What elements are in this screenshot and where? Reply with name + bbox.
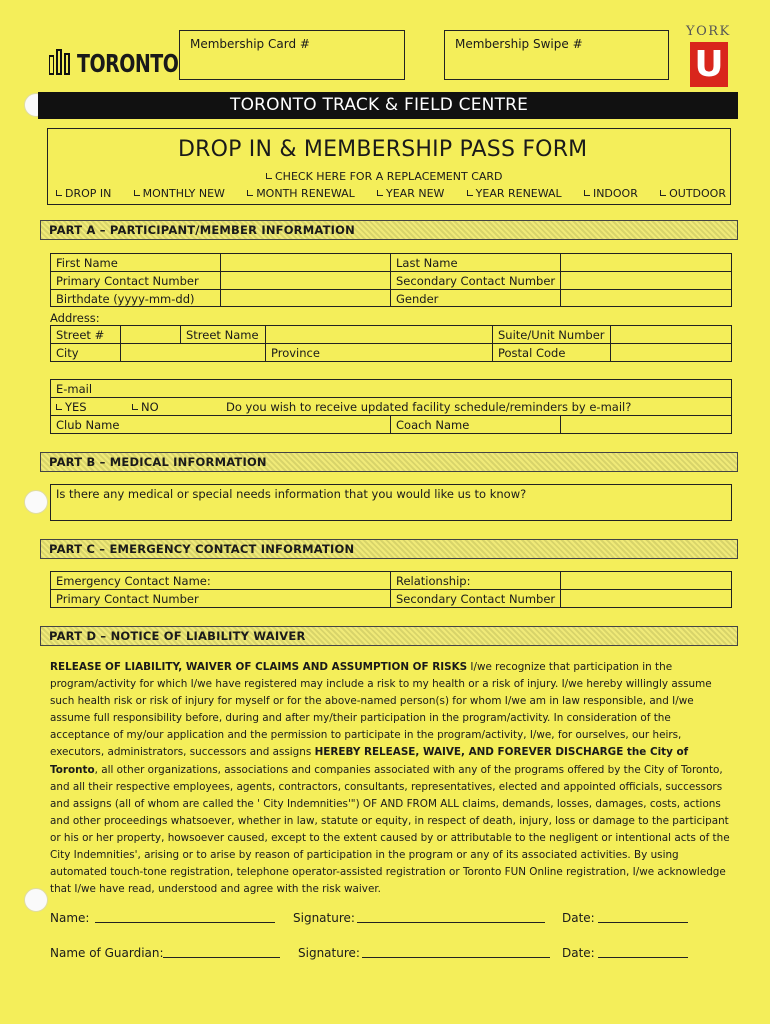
membership-card-label: Membership Card # bbox=[190, 37, 310, 51]
york-logo-letter: U bbox=[694, 44, 724, 85]
guardian-signature-line[interactable] bbox=[362, 957, 550, 958]
waiver-bold-release: HEREBY RELEASE, WAIVE, AND FOREVER DISCHARGE the City of Toronto bbox=[50, 746, 689, 776]
date-label: Date: bbox=[562, 911, 595, 925]
part-d-header bbox=[40, 626, 738, 646]
date-line[interactable] bbox=[598, 922, 688, 923]
york-logo-text: YORK bbox=[686, 24, 731, 39]
punch-hole-middle bbox=[24, 490, 48, 514]
signature-label: Signature: bbox=[293, 911, 355, 925]
form-header-box bbox=[47, 128, 731, 205]
emergency-primary-contact-label: Primary Contact Number bbox=[56, 592, 199, 606]
checkbox[interactable] bbox=[584, 190, 590, 196]
part-a-title: PART A – PARTICIPANT/MEMBER INFORMATION bbox=[49, 223, 355, 237]
city-label: City bbox=[56, 346, 79, 360]
primary-contact-label: Primary Contact Number bbox=[56, 274, 199, 288]
part-b-header bbox=[40, 452, 738, 472]
option-month-renewal[interactable]: MONTH RENEWAL bbox=[247, 187, 355, 200]
guardian-date-label: Date: bbox=[562, 946, 595, 960]
secondary-contact-label: Secondary Contact Number bbox=[396, 274, 556, 288]
emergency-contact-name-label: Emergency Contact Name: bbox=[56, 574, 211, 588]
emergency-secondary-contact-label: Secondary Contact Number bbox=[396, 592, 556, 606]
email-no-option[interactable]: NO bbox=[132, 400, 159, 414]
waiver-text-1: I/we recognize that participation in the program/activity for which I/we have registered may include a risk to my health or a risk of injury. I/we hereby willingly assume such health risk or risk of injury for myself or for the above-named person(s) for whom I/we am in law responsible, and I/we assume full responsibility before, during and after my/their participation in the program/activity. In consideration of the acceptance of my/our application and the permission to participate in the program/activity, I/we, for ourselves, our heirs, executors, administrators, successors and assigns bbox=[50, 661, 712, 759]
province-label: Province bbox=[271, 346, 320, 360]
name-line[interactable] bbox=[95, 922, 275, 923]
signature-line[interactable] bbox=[357, 922, 545, 923]
option-year-new[interactable]: YEAR NEW bbox=[377, 187, 444, 200]
name-label: Name: bbox=[50, 911, 90, 925]
membership-card-field[interactable] bbox=[179, 30, 405, 80]
punch-hole-bottom bbox=[24, 888, 48, 912]
membership-swipe-label: Membership Swipe # bbox=[455, 37, 583, 51]
gender-label: Gender bbox=[396, 292, 439, 306]
guardian-label: Name of Guardian: bbox=[50, 946, 164, 960]
option-drop-in[interactable]: DROP IN bbox=[56, 187, 111, 200]
part-d-title: PART D – NOTICE OF LIABILITY WAIVER bbox=[49, 629, 306, 643]
email-yes-option[interactable]: YES bbox=[56, 400, 87, 414]
replacement-label: CHECK HERE FOR A REPLACEMENT CARD bbox=[275, 170, 503, 183]
replacement-checkbox[interactable] bbox=[266, 173, 272, 179]
toronto-logo bbox=[48, 45, 179, 79]
postal-code-label: Postal Code bbox=[498, 346, 566, 360]
membership-swipe-field[interactable] bbox=[444, 30, 669, 80]
checkbox[interactable] bbox=[660, 190, 666, 196]
checkbox[interactable] bbox=[377, 190, 383, 196]
york-university-logo bbox=[683, 24, 733, 90]
club-name-label: Club Name bbox=[56, 418, 120, 432]
birthdate-label: Birthdate (yyyy-mm-dd) bbox=[56, 292, 195, 306]
checkbox[interactable] bbox=[56, 190, 62, 196]
relationship-label: Relationship: bbox=[396, 574, 471, 588]
waiver-text-3: , all other organizations, associations and companies associated with any of the programs offered by the City of Toronto, and all their respective employees, agents, contractors, consultants, representatives, elected and appointed officials, successors and assigns (all of whom are called the ' City Indemnities'") OF AND FROM ALL claims, demands, losses, damages, costs, actions and other proceedings whatsoever, whether in law, statute or equity, in respect of death, injury, loss or damage to the participant or his or her property, howsoever caused, except to the extent caused by or attributable to the negligent or intentional acts of the City Indemnities', arising or to arise by reason of participation in the program or any of its associated activities. By using automated touch-tone registration, telephone operator-assisted registration or Toronto FUN Online registration, I/we acknowledge that I/we have read, understood and agree with the risk waiver. bbox=[50, 763, 730, 896]
option-indoor[interactable]: INDOOR bbox=[584, 187, 638, 200]
suite-unit-label: Suite/Unit Number bbox=[498, 328, 605, 342]
coach-name-label: Coach Name bbox=[396, 418, 470, 432]
centre-title: TORONTO TRACK & FIELD CENTRE bbox=[230, 95, 529, 115]
guardian-line[interactable] bbox=[163, 957, 280, 958]
part-b-title: PART B – MEDICAL INFORMATION bbox=[49, 455, 267, 469]
option-year-renewal[interactable]: YEAR RENEWAL bbox=[467, 187, 562, 200]
checkbox[interactable] bbox=[134, 190, 140, 196]
city-logo-text: TORONTO bbox=[77, 49, 179, 79]
address-label: Address: bbox=[50, 311, 100, 325]
part-a-header bbox=[40, 220, 738, 240]
option-outdoor[interactable]: OUTDOOR bbox=[660, 187, 726, 200]
checkbox[interactable] bbox=[247, 190, 253, 196]
medical-question: Is there any medical or special needs information that you would like us to know? bbox=[56, 487, 527, 501]
form-title: DROP IN & MEMBERSHIP PASS FORM bbox=[178, 137, 588, 162]
street-number-label: Street # bbox=[56, 328, 105, 342]
replacement-card-option[interactable] bbox=[266, 170, 503, 183]
street-name-label: Street Name bbox=[186, 328, 259, 342]
pass-type-options bbox=[56, 187, 726, 200]
waiver-heading: RELEASE OF LIABILITY, WAIVER OF CLAIMS AND ASSUMPTION OF RISKS bbox=[50, 661, 468, 673]
option-monthly-new[interactable]: MONTHLY NEW bbox=[134, 187, 225, 200]
first-name-label: First Name bbox=[56, 256, 118, 270]
liability-waiver-text bbox=[50, 659, 730, 898]
guardian-signature-label: Signature: bbox=[298, 946, 360, 960]
centre-title-bar bbox=[38, 92, 738, 119]
checkbox[interactable] bbox=[56, 404, 62, 410]
city-hall-icon bbox=[48, 47, 74, 75]
checkbox[interactable] bbox=[132, 404, 138, 410]
last-name-label: Last Name bbox=[396, 256, 458, 270]
guardian-date-line[interactable] bbox=[598, 957, 688, 958]
part-c-title: PART C – EMERGENCY CONTACT INFORMATION bbox=[49, 542, 355, 556]
email-label: E-mail bbox=[56, 382, 93, 396]
checkbox[interactable] bbox=[467, 190, 473, 196]
email-question: Do you wish to receive updated facility schedule/reminders by e-mail? bbox=[226, 400, 632, 414]
york-logo-block bbox=[690, 42, 728, 87]
part-c-header bbox=[40, 539, 738, 559]
